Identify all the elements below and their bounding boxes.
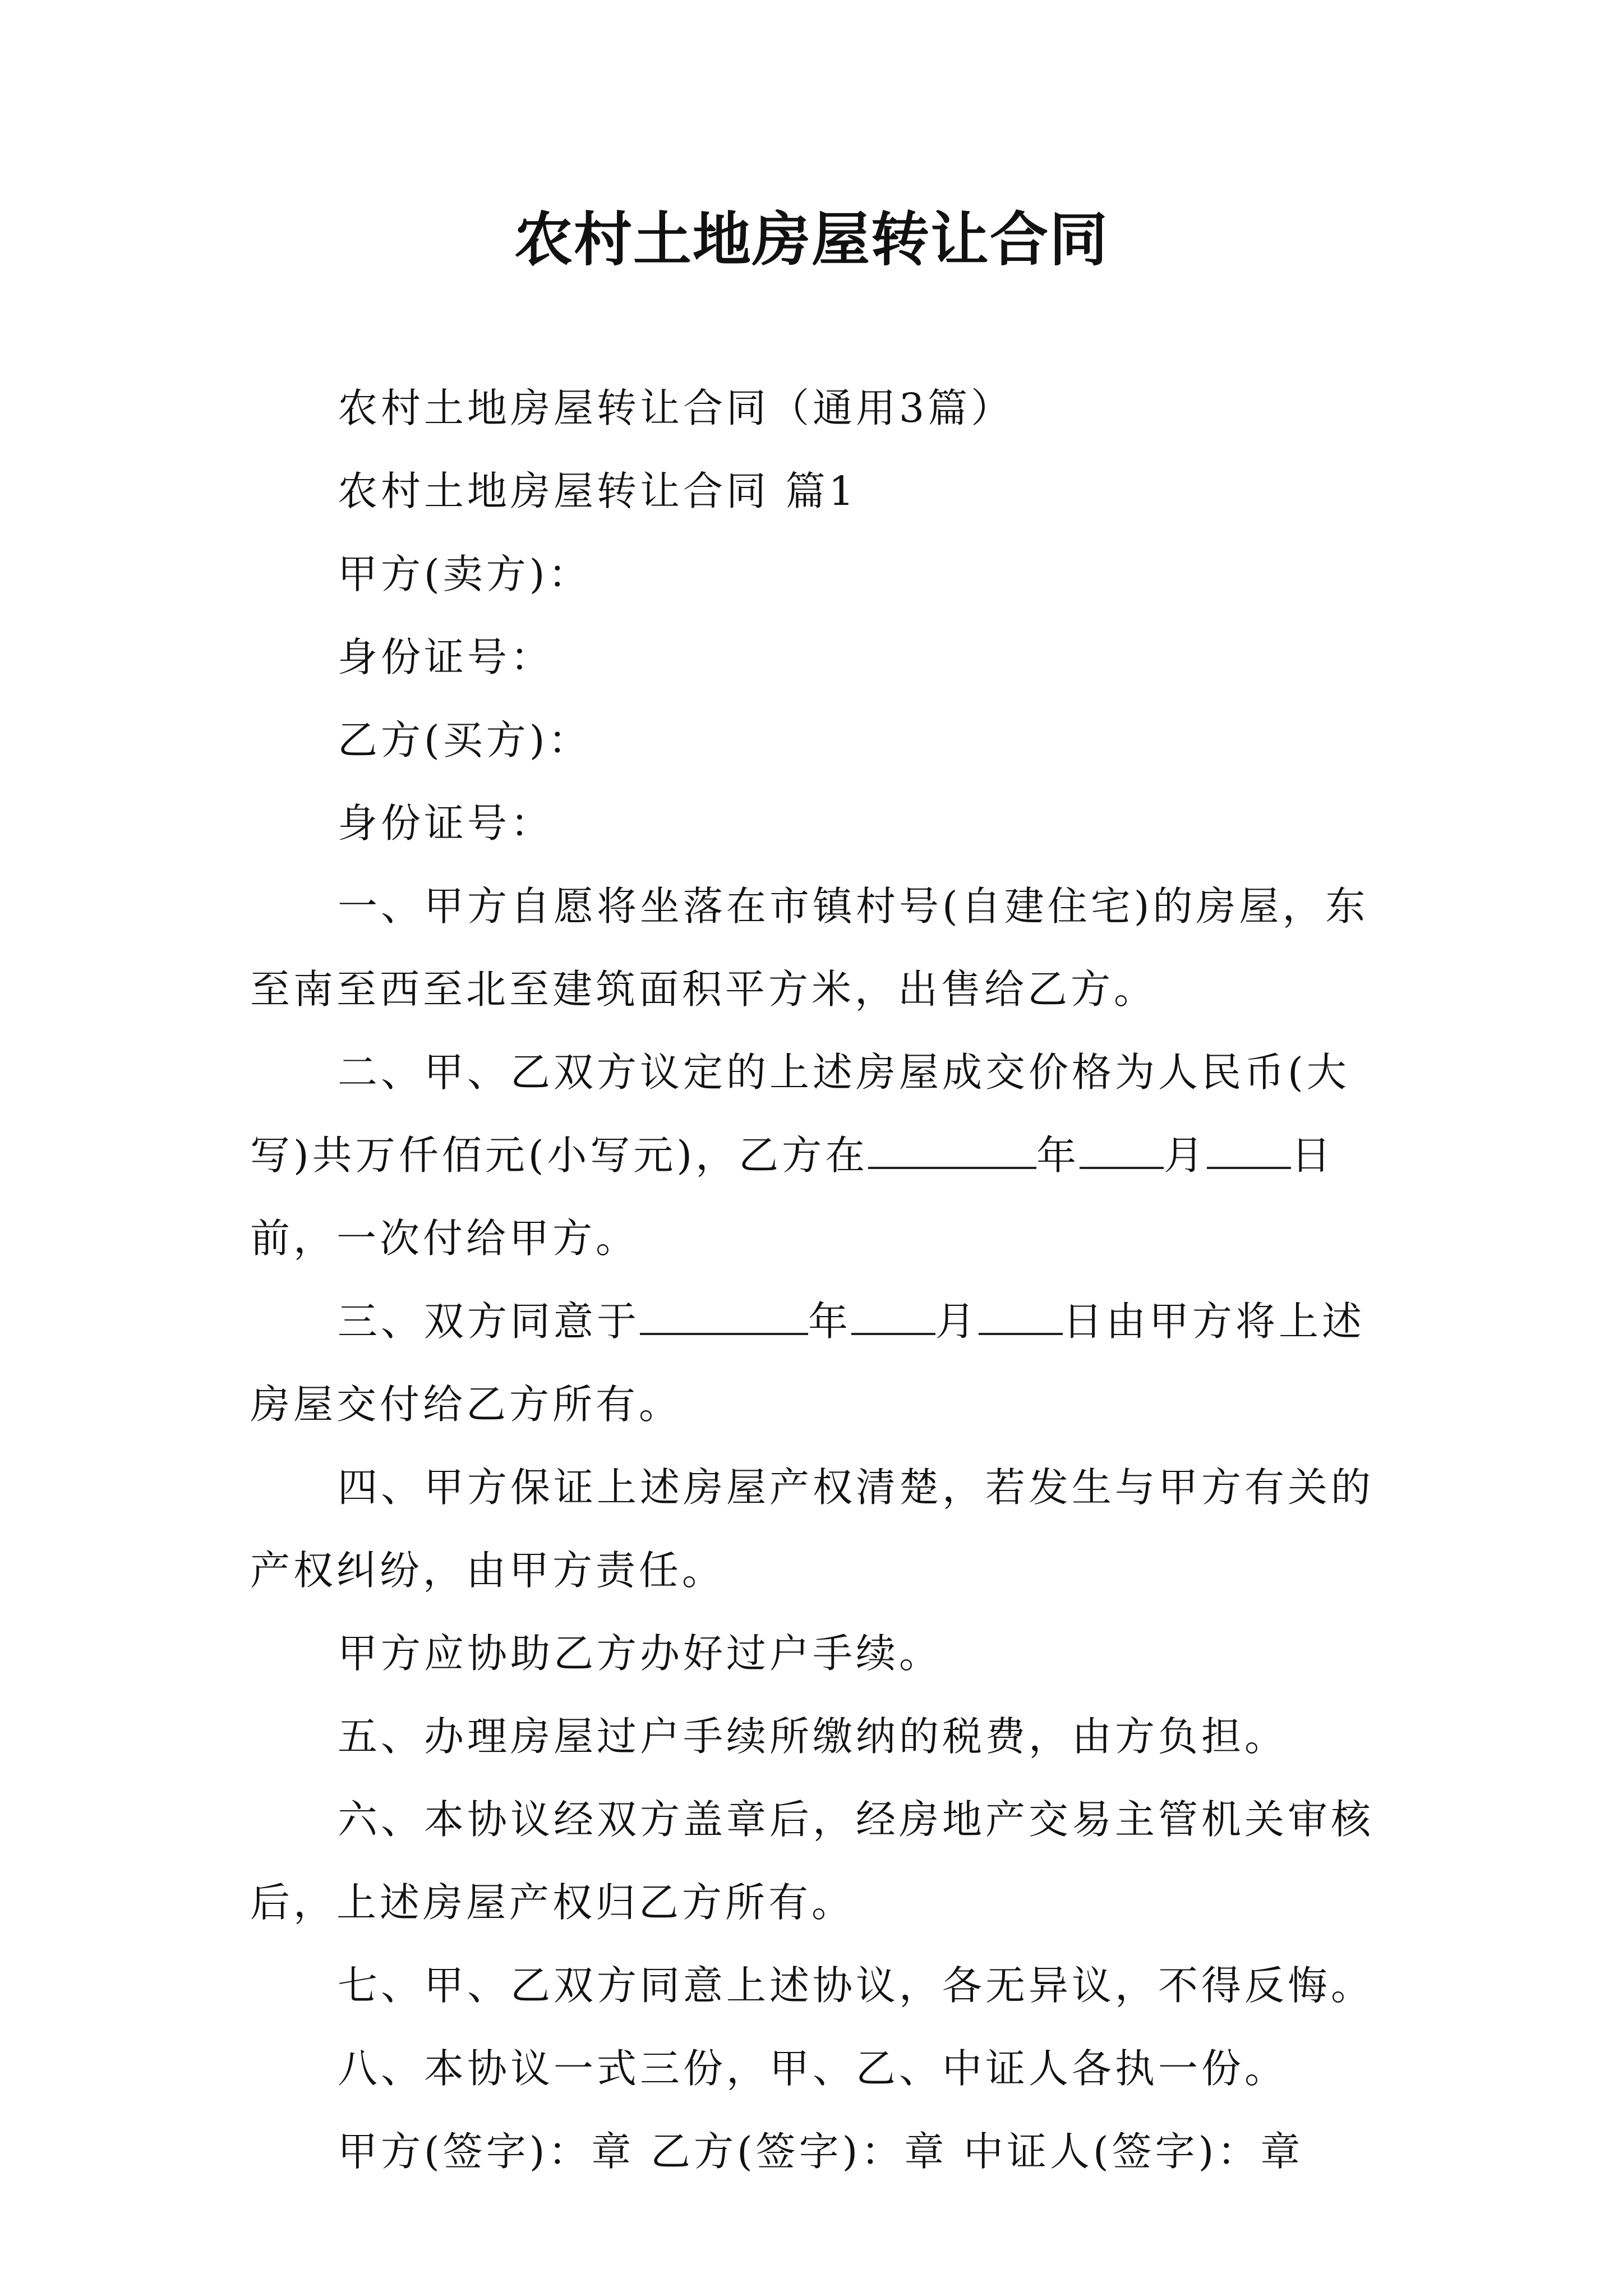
clause-4-extra: 甲方应协助乙方办好过户手续。	[338, 1630, 943, 1677]
clause-8: 八、本协议一式三份，甲、乙、中证人各执一份。	[338, 2045, 1288, 2092]
month-blank	[851, 1298, 935, 1335]
year-blank	[640, 1298, 808, 1335]
party-b-label: 乙方(买方)：	[338, 717, 592, 763]
clause-4: 四、甲方保证上述房屋产权清楚，若发生与甲方有关的产权纠纷，由甲方责任。	[250, 1464, 1375, 1594]
party-a-label: 甲方(卖方)：	[338, 551, 592, 597]
section-heading: 农村土地房屋转让合同 篇1	[338, 468, 857, 514]
document-body	[250, 367, 1389, 2193]
day-blank	[979, 1298, 1063, 1335]
clause-2	[250, 1031, 1389, 1280]
clause-3-tail: 日由甲方将上述房屋交付给乙方所有。	[250, 1298, 1366, 1428]
clause-5: 五、办理房屋过户手续所缴纳的税费，由方负担。	[338, 1713, 1288, 1760]
year-label: 年	[808, 1298, 852, 1345]
clause-2-tail: 日前，一次付给甲方。	[250, 1132, 1335, 1262]
document-title: 农村土地房屋转让合同	[514, 205, 1109, 274]
clause-3	[250, 1280, 1389, 1446]
clause-7: 七、甲、乙双方同意上述协议，各无异议，不得反悔。	[338, 1962, 1375, 2009]
clause-2-text: 二、甲、乙双方议定的上述房屋成交价格为人民币(大写)共万仟佰元(小写元)，乙方在	[250, 1049, 1350, 1179]
document-subtitle: 农村土地房屋转让合同（通用3篇）	[338, 385, 1015, 431]
party-b-id-label: 身份证号：	[338, 800, 554, 846]
clause-1: 一、甲方自愿将坐落在市镇村号(自建住宅)的房屋，东至南至西至北至建筑面积平方米，出售给乙方。	[250, 883, 1369, 1013]
party-a-id-label: 身份证号：	[338, 634, 554, 680]
signature-line: 甲方(签字)：章 乙方(签字)：章 中证人(签字)：章	[338, 2128, 1304, 2175]
month-label: 月	[1164, 1132, 1207, 1179]
clause-6: 六、本协议经双方盖章后，经房地产交易主管机关审核后，上述房屋产权归乙方所有。	[250, 1796, 1375, 1926]
clause-3-text: 三、双方同意于	[338, 1298, 640, 1345]
day-blank	[1207, 1132, 1291, 1169]
year-blank	[868, 1132, 1036, 1169]
month-label: 月	[935, 1298, 979, 1345]
month-blank	[1080, 1132, 1164, 1169]
year-label: 年	[1036, 1132, 1080, 1179]
